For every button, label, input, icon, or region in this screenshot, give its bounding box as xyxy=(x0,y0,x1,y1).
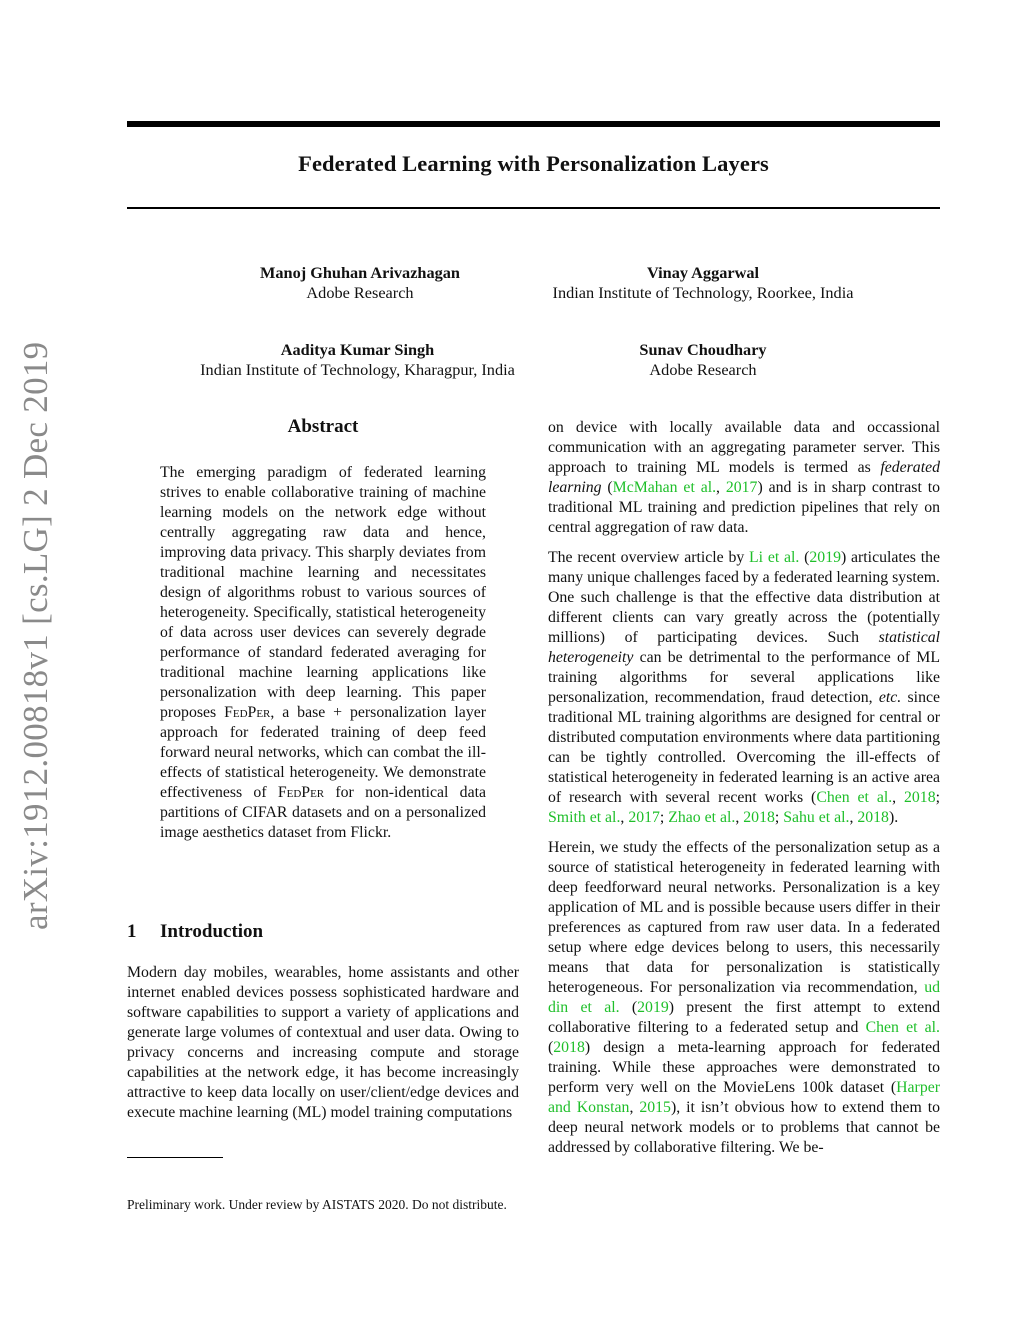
author-affiliation: Indian Institute of Technology, Kharagpur, India xyxy=(200,360,515,379)
citation-link[interactable]: McMahan et al. xyxy=(612,479,717,496)
abstract-body xyxy=(160,463,486,843)
author-affiliation: Indian Institute of Technology, Roorkee, India xyxy=(552,283,854,302)
text: on device with locally available data and occassional communication with an aggregating parameter server. This approach to training ML models is termed as xyxy=(548,419,940,476)
citation-link[interactable]: 2018 xyxy=(857,809,889,826)
arxiv-sidebar-stamp: arXiv:1912.00818v1 [cs.LG] 2 Dec 2019 xyxy=(16,341,55,930)
citation-link[interactable]: Chen et al. xyxy=(865,1019,940,1036)
citation-link[interactable]: 2019 xyxy=(637,999,669,1016)
citation-link[interactable]: Li et al. xyxy=(749,549,800,566)
author-name: Sunav Choudhary xyxy=(639,340,767,359)
paragraph xyxy=(548,418,940,538)
title-rule-bottom xyxy=(127,207,940,209)
citation-link[interactable]: 2019 xyxy=(809,549,841,566)
emphasis: etc. xyxy=(878,689,902,706)
text: ), it isn’t obvious how to extend them to deep neural network models or to problems that cannot be addressed by collaborative filtering. We be- xyxy=(548,1099,940,1156)
paper-title: Federated Learning with Personalization Layers xyxy=(298,151,769,176)
emphasis: statistical heterogeneity xyxy=(548,629,940,666)
citation-link[interactable]: 2018 xyxy=(743,809,775,826)
method-name: FedPer xyxy=(277,784,325,801)
abstract-text: , a base + personalization layer approach for federated training of deep feed forward neural networks, which can combat the ill-effects of statistical heterogeneity. We demonstrate effectiveness of xyxy=(160,704,486,801)
text: ( xyxy=(799,549,810,566)
citation-link[interactable]: Chen et al. xyxy=(816,789,893,806)
author-name: Aaditya Kumar Singh xyxy=(280,340,435,359)
footnote-rule xyxy=(127,1157,223,1158)
text: present the first attempt to extend collaborative filtering to a federated setup and xyxy=(548,999,940,1036)
citation-link[interactable]: Sahu et al. xyxy=(783,809,850,826)
intro-paragraph: Modern day mobiles, wearables, home assistants and other internet enabled devices possess sophisticated hardware and software capabilities to support a variety of applications and generate large volumes of contextual and user data. Owing to privacy concerns and increasing compute and storage capabilities at the network edge, it has become increasingly attractive to keep data locally on user/client/edge devices and execute machine learning (ML) model training computations xyxy=(127,964,519,1121)
author-name: Manoj Ghuhan Arivazhagan xyxy=(260,263,460,282)
citation-link[interactable]: Zhao et al. xyxy=(668,809,736,826)
paragraph: Herein, we study the effects of the personalization setup as a source of statistical heterogeneity in federated learning with deep feedforward neural networks. Personalization is a key application of ML and is possible because users differ in their preferences as captured from raw user data. In a federated setup where edge devices belong to users, this necessarily means that data for personalization is statistically heterogeneous. For personalization via recommendation, ud din et al. (2019) present the first attempt to extend collaborative filtering to a federated setup and Chen et al. (2018) design a meta-learning approach for federated training. While these approaches were demonstrated to perform very well on the MovieLens 100k dataset (Harper and Konstan, 2015), it isn’t obvious how to extend them to deep neural network models or to problems that cannot be addressed by collaborative filtering. We be- xyxy=(548,839,940,1156)
author-name: Vinay Aggarwal xyxy=(646,263,759,282)
abstract-heading: Abstract xyxy=(287,416,359,437)
text: ) and is in sharp contrast to traditional ML training and prediction pipelines that rely on central aggregation of raw data. xyxy=(548,479,940,536)
author-affiliation: Adobe Research xyxy=(649,360,757,379)
abstract-text: The emerging paradigm of federated learning strives to enable collaborative training of machine learning models on the network edge without centrally aggregating raw data and hence, improving data privacy. This sharply deviates from traditional machine learning and necessitates design of algorithms robust to various sources of heterogeneity. Specifically, statistical heterogeneity of data across user devices can severely degrade performance of standard federated averaging for traditional machine learning applications like personalization with deep learning. This paper proposes xyxy=(160,464,486,721)
text: since traditional ML training algorithms are designed for central or distributed computation environments where data partitioning can be tightly controlled. Overcoming the ill-effects of statistical heterogeneity in federated learning is an active area of research with several recent works ( xyxy=(548,689,940,806)
citation-link[interactable]: 2018 xyxy=(553,1039,585,1056)
author-block xyxy=(230,263,490,303)
section-number: 1 xyxy=(127,921,137,942)
text: ). xyxy=(888,809,899,826)
right-column xyxy=(548,418,940,1168)
paragraph: The recent overview article by Li et al. (2019) articulates the many unique challenges faced by a federated learning system. One such challenge is that the effective data distribution at different clients can vary greatly across the (potentially millions) of participating devices. Such statistical heterogeneity can be detrimental to the performance of ML training algorithms for several applications like personalization, recommendation, fraud detection, etc. since traditional ML training algorithms are designed for central or distributed computation environments where data partitioning can be tightly controlled. Overcoming the ill-effects of statistical heterogeneity in federated learning is an active area of research with several recent works (Chen et al., 2018; Smith et al., 2017; Zhao et al., 2018; Sahu et al., 2018). xyxy=(548,549,940,826)
text: Herein, we study the effects of the personalization setup as a source of statistical heterogeneity in federated learning with deep feedforward neural networks. Personalization is a key application of ML and is possible because users differ in their preferences as captured from raw user data. In a federated setup where edge devices belong to users, this necessarily means that data for personalization is statistically heterogeneous. For personalization via recommendation, xyxy=(548,839,940,996)
citation-link[interactable]: 2017 xyxy=(628,809,660,826)
method-name: FedPer xyxy=(224,704,271,721)
section-heading xyxy=(127,921,263,943)
citation-link[interactable]: Harper and Konstan xyxy=(548,1079,940,1116)
text: can be detrimental to the performance of ML training algorithms for several applications like personalization, recommendation, fraud detection, xyxy=(548,649,940,706)
citation-link[interactable]: 2015 xyxy=(639,1099,671,1116)
text: ) articulates the many unique challenges faced by a federated learning system. One such challenge is that the effective data distribution at different clients can vary greatly across the (potentially millions) of participating devices. Such xyxy=(548,549,940,646)
author-affiliation: Adobe Research xyxy=(306,283,414,302)
title-rule-top xyxy=(127,121,940,127)
text: ( xyxy=(601,479,613,496)
footnote: Preliminary work. Under review by AISTATS 2020. Do not distribute. xyxy=(127,1197,507,1212)
citation-link[interactable]: 2017 xyxy=(725,479,758,496)
text: The recent overview article by xyxy=(548,549,750,566)
abstract-text: for non-identical data partitions of CIFAR datasets and on a personalized image aesthetics dataset from Flickr. xyxy=(160,784,486,841)
author-block xyxy=(520,263,886,303)
text: , xyxy=(716,479,726,496)
author-block xyxy=(165,340,550,380)
author-block xyxy=(570,340,836,380)
citation-link[interactable]: 2018 xyxy=(904,789,936,806)
section-title: Introduction xyxy=(160,921,264,942)
citation-link[interactable]: Smith et al. xyxy=(548,809,621,826)
text: design a meta-learning approach for federated training. While these approaches were demonstrated to perform very well on the MovieLens 100k dataset ( xyxy=(548,1039,940,1096)
emphasis: federated learning xyxy=(548,459,940,496)
citation-link[interactable]: ud din et al. xyxy=(548,979,940,1016)
